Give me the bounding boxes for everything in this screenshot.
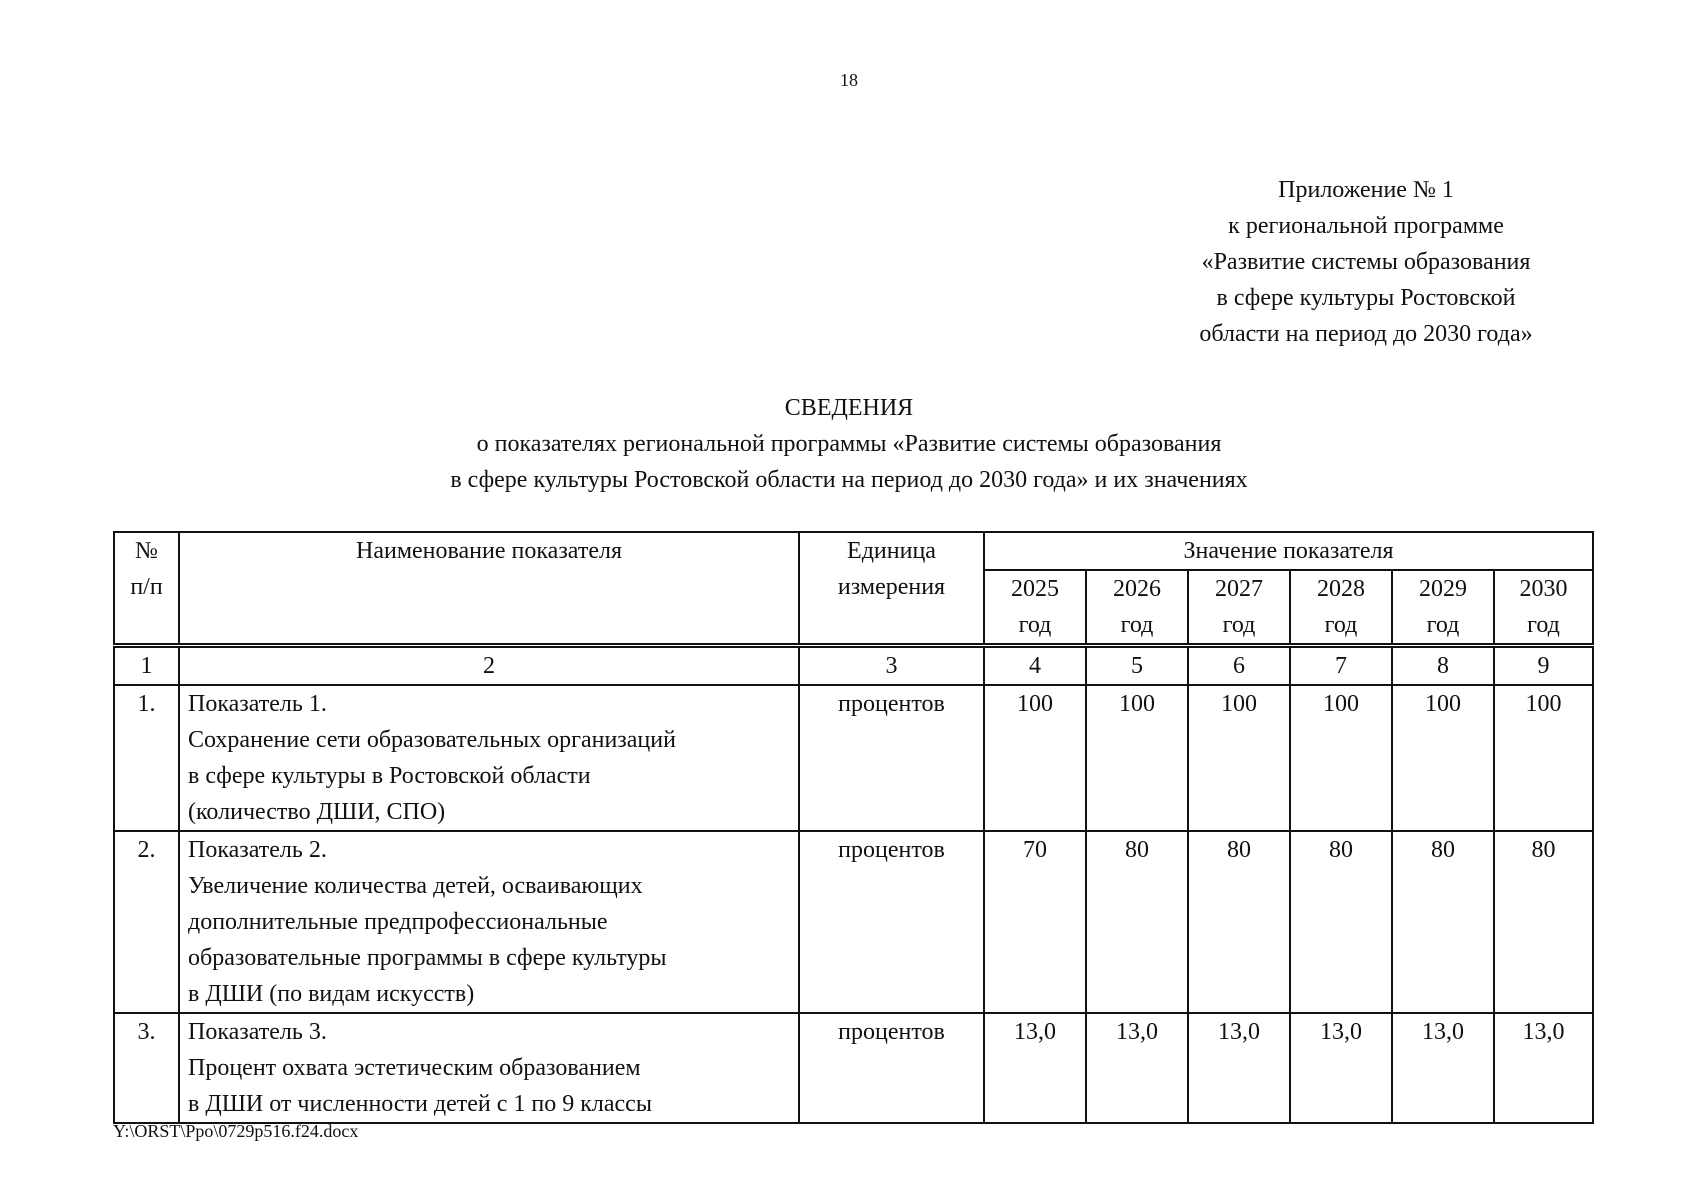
- header-year-2026: 2026 год: [1086, 570, 1188, 646]
- value-cell: 13,0: [984, 1013, 1086, 1123]
- title-line: в сфере культуры Ростовской области на период до 2030 года» и их значениях: [450, 467, 1248, 493]
- value-cell: 100: [1086, 685, 1188, 831]
- indicator-name-line: Процент охвата эстетическим образованием: [188, 1055, 641, 1081]
- row-number: 2.: [114, 831, 179, 1013]
- table-row: [114, 685, 1593, 831]
- title-heading: СВЕДЕНИЯ: [784, 395, 914, 421]
- column-number: 7: [1290, 646, 1392, 686]
- indicator-name-line: (количество ДШИ, СПО): [188, 799, 446, 825]
- value-cell: 70: [984, 831, 1086, 1013]
- indicator-name-line: в ДШИ от численности детей с 1 по 9 классы: [188, 1091, 652, 1117]
- row-number: 3.: [114, 1013, 179, 1123]
- indicator-name-line: в ДШИ (по видам искусств): [188, 981, 475, 1007]
- value-cell: 13,0: [1086, 1013, 1188, 1123]
- appendix-line: области на период до 2030 года»: [1199, 321, 1533, 347]
- indicator-name-line: Сохранение сети образовательных организаций: [188, 727, 676, 753]
- column-number-row: [114, 646, 1593, 686]
- appendix-line: в сфере культуры Ростовской: [1216, 285, 1516, 311]
- indicator-name: [179, 831, 799, 1013]
- appendix-note: [1146, 172, 1586, 352]
- column-number: 4: [984, 646, 1086, 686]
- header-year-2030: 2030 год: [1494, 570, 1593, 646]
- header-values: Значение показателя: [984, 532, 1593, 570]
- file-path-footer: Y:\ORST\Ppo\0729p516.f24.docx: [113, 1121, 359, 1141]
- value-cell: 80: [1494, 831, 1593, 1013]
- column-number: 5: [1086, 646, 1188, 686]
- header-name: Наименование показателя: [179, 532, 799, 646]
- column-number: 3: [799, 646, 984, 686]
- table-row: [114, 1013, 1593, 1123]
- value-cell: 13,0: [1392, 1013, 1494, 1123]
- value-cell: 100: [1494, 685, 1593, 831]
- indicator-name-line: образовательные программы в сфере культуры: [188, 945, 667, 971]
- value-cell: 80: [1188, 831, 1290, 1013]
- header-year-2027: 2027 год: [1188, 570, 1290, 646]
- indicator-name-line: в сфере культуры в Ростовской области: [188, 763, 591, 789]
- indicator-name-line: Показатель 2.: [188, 837, 327, 863]
- indicator-name: [179, 685, 799, 831]
- indicator-name-line: Показатель 3.: [188, 1019, 327, 1045]
- indicators-table: [113, 531, 1594, 1124]
- title-line: о показателях региональной программы «Развитие системы образования: [476, 431, 1222, 457]
- value-cell: 100: [1188, 685, 1290, 831]
- indicator-name: [179, 1013, 799, 1123]
- unit-cell: процентов: [799, 1013, 984, 1123]
- header-year-2028: 2028 год: [1290, 570, 1392, 646]
- row-number: 1.: [114, 685, 179, 831]
- indicator-name-line: Увеличение количества детей, осваивающих: [188, 873, 643, 899]
- page-number: 18: [840, 70, 858, 90]
- value-cell: 80: [1392, 831, 1494, 1013]
- header-row: [114, 532, 1593, 570]
- unit-cell: процентов: [799, 831, 984, 1013]
- appendix-line: «Развитие системы образования: [1201, 249, 1531, 275]
- value-cell: 100: [984, 685, 1086, 831]
- column-number: 8: [1392, 646, 1494, 686]
- unit-cell: процентов: [799, 685, 984, 831]
- header-unit: Единица измерения: [799, 532, 984, 646]
- table-row: [114, 831, 1593, 1013]
- header-year-2025: 2025 год: [984, 570, 1086, 646]
- header-num: № п/п: [114, 532, 179, 646]
- indicator-name-line: Показатель 1.: [188, 691, 327, 717]
- indicator-name-line: дополнительные предпрофессиональные: [188, 909, 608, 935]
- value-cell: 13,0: [1188, 1013, 1290, 1123]
- value-cell: 13,0: [1290, 1013, 1392, 1123]
- column-number: 1: [114, 646, 179, 686]
- value-cell: 100: [1290, 685, 1392, 831]
- value-cell: 100: [1392, 685, 1494, 831]
- document-title: [0, 390, 1698, 498]
- value-cell: 80: [1086, 831, 1188, 1013]
- value-cell: 13,0: [1494, 1013, 1593, 1123]
- column-number: 6: [1188, 646, 1290, 686]
- header-year-2029: 2029 год: [1392, 570, 1494, 646]
- column-number: 2: [179, 646, 799, 686]
- column-number: 9: [1494, 646, 1593, 686]
- value-cell: 80: [1290, 831, 1392, 1013]
- appendix-line: Приложение № 1: [1278, 177, 1454, 203]
- appendix-line: к региональной программе: [1228, 213, 1504, 239]
